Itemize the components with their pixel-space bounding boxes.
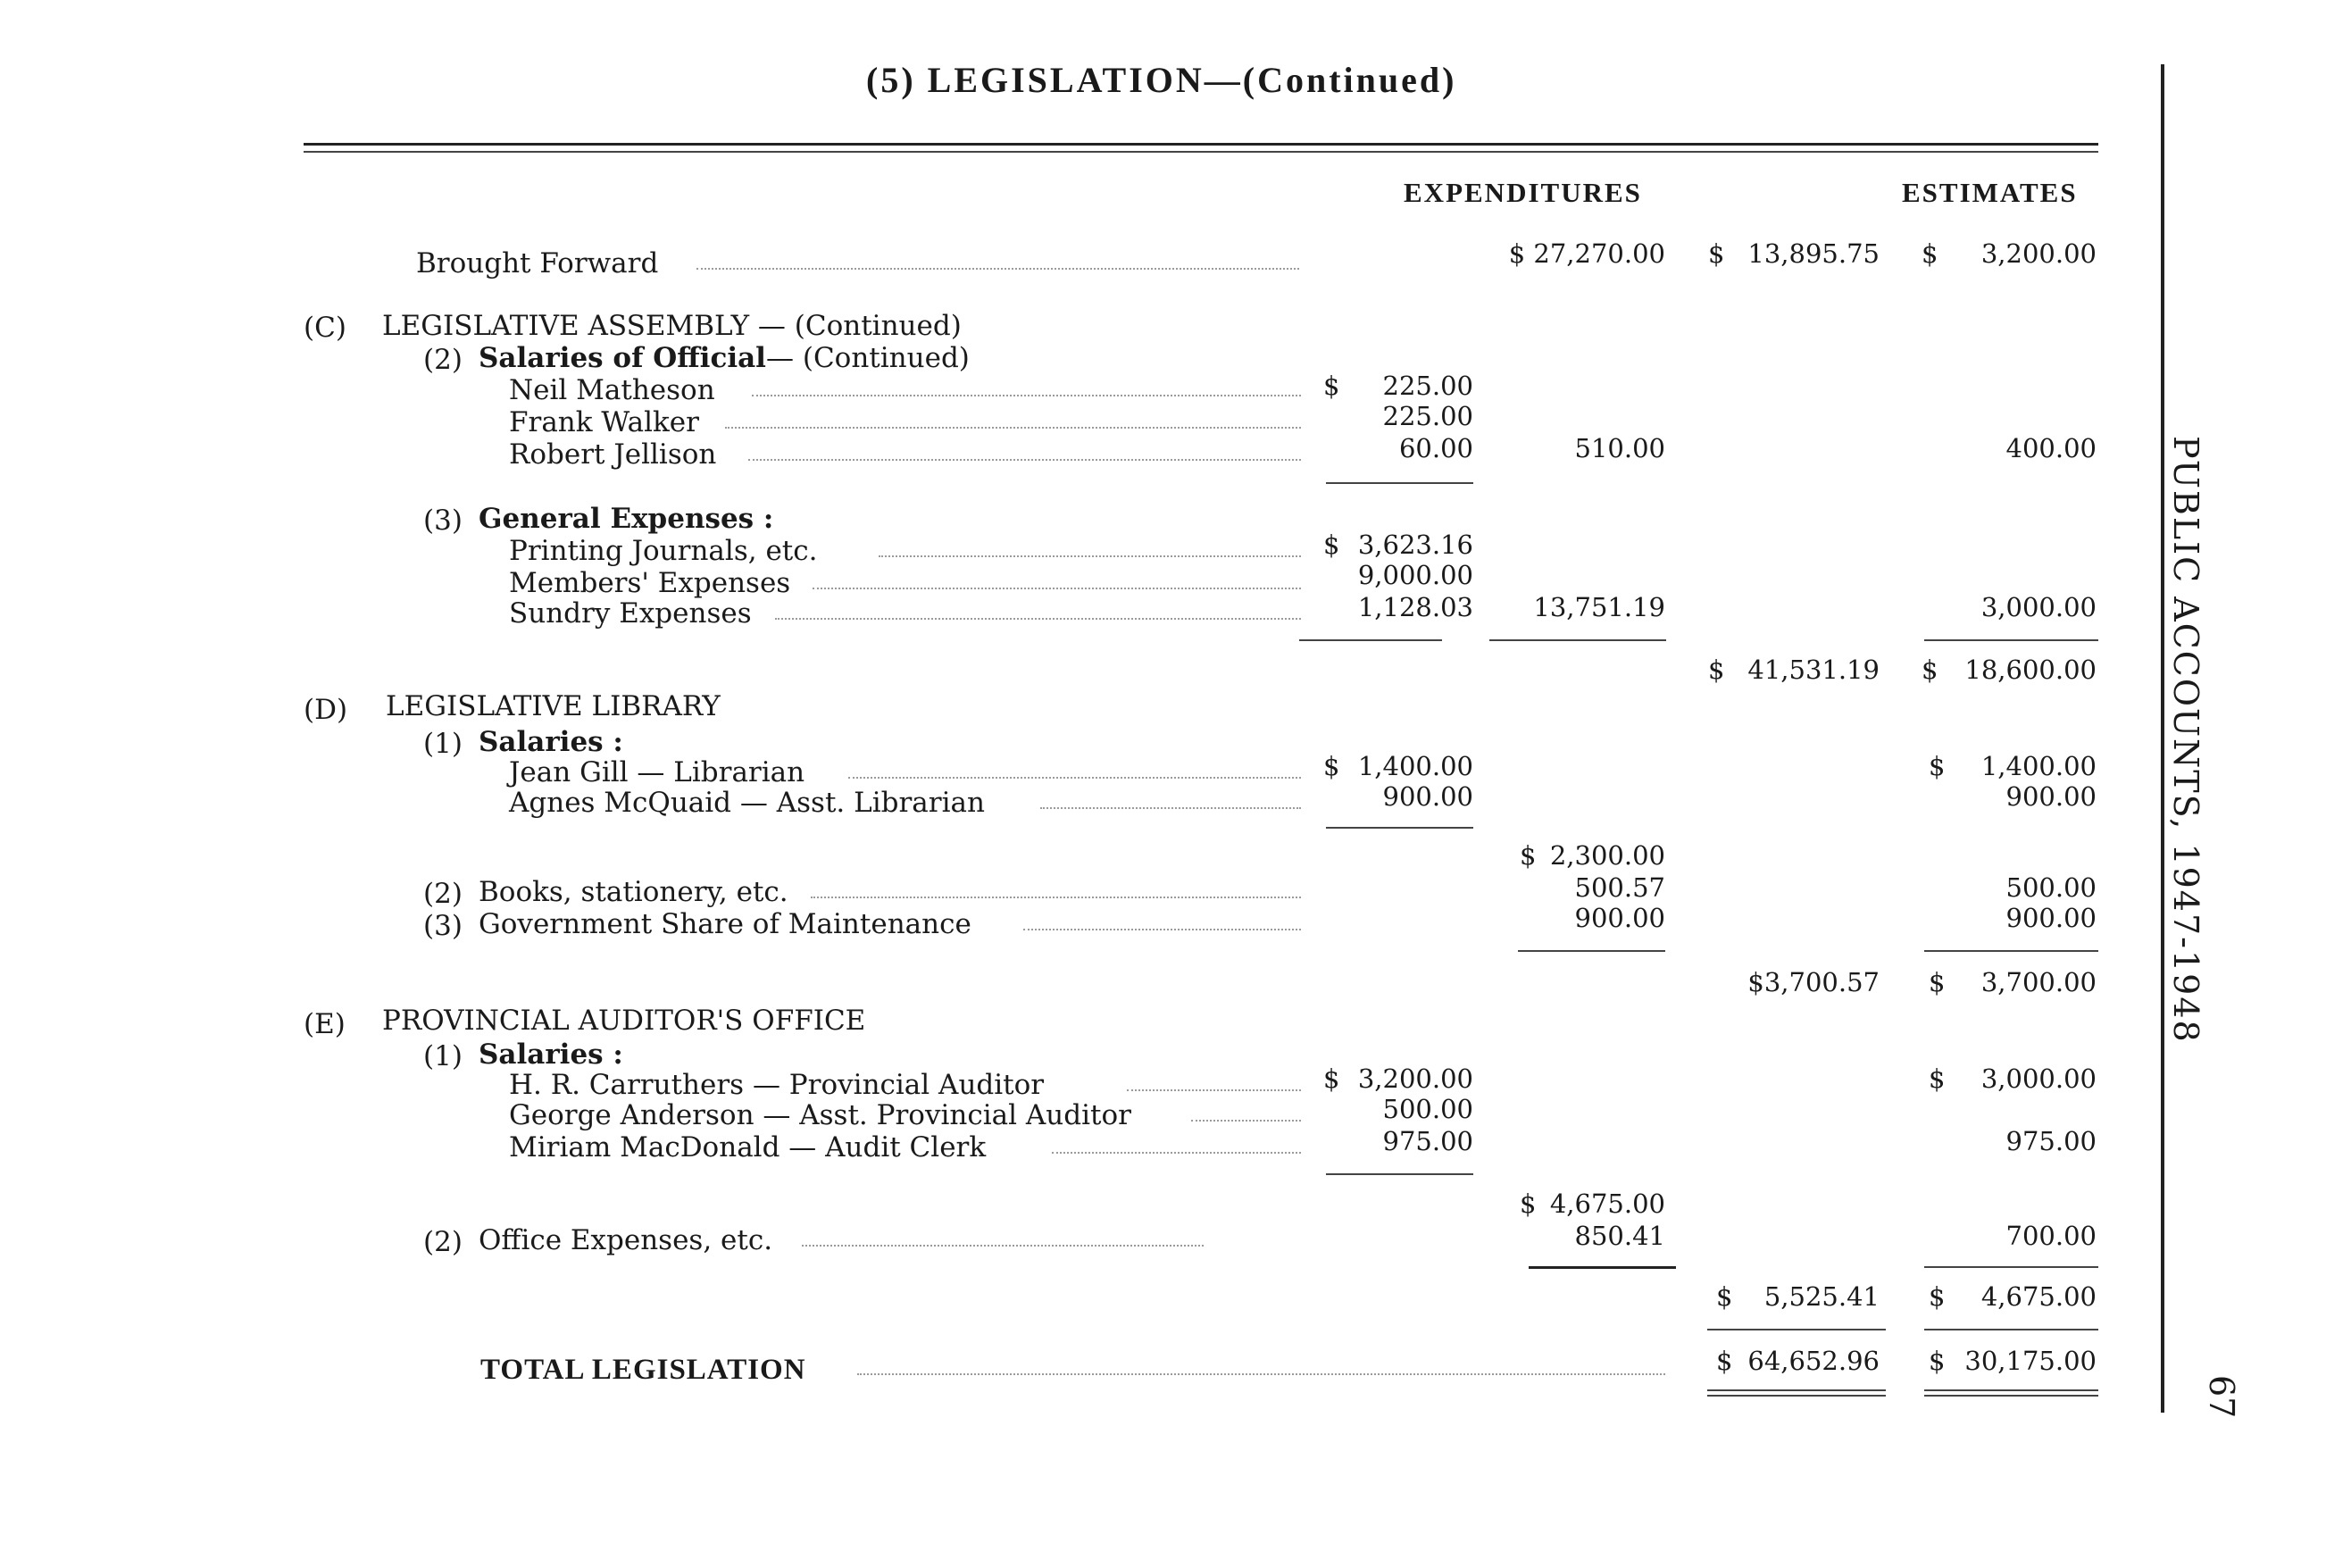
- dollar-sign: $: [1929, 751, 1946, 781]
- running-head-text: PUBLIC ACCOUNTS, 1947-1948: [2166, 436, 2205, 1044]
- double-rule: [1924, 1395, 2098, 1397]
- header-rule-top: [304, 143, 2098, 146]
- leader-dots: [802, 1245, 1204, 1247]
- brought-forward-label: Brought Forward: [416, 247, 659, 279]
- leader-dots: [879, 555, 1301, 557]
- estimate-amount: 975.00: [2005, 1126, 2097, 1156]
- line-item-amount: 3,623.16: [1357, 530, 1473, 560]
- subtotal-amount: 900.00: [1574, 903, 1665, 933]
- leader-dots: [857, 1373, 1665, 1375]
- dollar-sign: $: [1323, 1063, 1340, 1094]
- section-d-total: $3,700.57: [1747, 967, 1880, 997]
- leader-dots: [775, 618, 1301, 620]
- dollar-sign: $: [1716, 1281, 1733, 1312]
- line-item-name: Members' Expenses: [509, 567, 791, 599]
- grand-total-estimate: 30,175.00: [1964, 1346, 2097, 1376]
- leader-dots: [1023, 929, 1301, 930]
- dollar-sign: $: [1929, 1281, 1946, 1312]
- header-rule-bottom: [304, 151, 2098, 153]
- subtotal-amount: 510.00: [1574, 433, 1665, 463]
- section-e-sub2-title: Office Expenses, etc.: [479, 1224, 773, 1256]
- section-e-sub1-title: Salaries :: [479, 1038, 623, 1071]
- brought-forward-estimate: 3,200.00: [1980, 238, 2097, 269]
- subtotal-rule: [1326, 827, 1473, 829]
- leader-dots: [696, 268, 1299, 270]
- line-item-name: Jean Gill — Librarian: [509, 756, 805, 788]
- line-item-name: Neil Matheson: [509, 374, 715, 406]
- line-item-amount: 975.00: [1382, 1126, 1473, 1156]
- line-item-name: H. R. Carruthers — Provincial Auditor: [509, 1069, 1045, 1101]
- leader-dots: [811, 897, 1301, 898]
- estimate-amount: 3,000.00: [1980, 592, 2097, 622]
- leader-dots: [752, 395, 1301, 396]
- double-rule: [1707, 1395, 1886, 1397]
- brought-forward-total: 13,895.75: [1747, 238, 1880, 269]
- section-e-title: PROVINCIAL AUDITOR'S OFFICE: [382, 1005, 866, 1037]
- double-rule: [1707, 1389, 1886, 1391]
- line-item-amount: 225.00: [1382, 401, 1473, 431]
- section-d-letter: (D): [304, 694, 348, 726]
- line-item-amount: 1,128.03: [1357, 592, 1473, 622]
- subtotal-amount: 500.57: [1574, 872, 1665, 903]
- subtotal-amount: 13,751.19: [1533, 592, 1665, 622]
- subtotal-rule: [1489, 639, 1666, 641]
- dollar-sign: $: [1922, 655, 1938, 685]
- section-c-sub2-num: (2): [423, 344, 463, 376]
- page-title: (5) LEGISLATION—(Continued): [866, 60, 1457, 100]
- section-d-sub1-num: (1): [423, 728, 463, 760]
- leader-dots: [1127, 1089, 1301, 1091]
- estimate-rule: [1924, 1329, 2098, 1330]
- line-item-name: Printing Journals, etc.: [509, 535, 818, 567]
- estimate-rule: [1924, 639, 2098, 641]
- section-d-title: LEGISLATIVE LIBRARY: [386, 690, 721, 722]
- line-item-amount: 3,200.00: [1357, 1063, 1473, 1094]
- dollar-sign: $: [1929, 1346, 1946, 1376]
- subtotal-rule: [1518, 950, 1665, 952]
- page-margin-rule: [2161, 64, 2164, 1413]
- section-e-estimate-total: 4,675.00: [1980, 1281, 2097, 1312]
- grand-total-amount: 64,652.96: [1747, 1346, 1880, 1376]
- section-c-sub3-title: General Expenses :: [479, 503, 774, 535]
- section-c-title: LEGISLATIVE ASSEMBLY — (Continued): [382, 310, 962, 342]
- estimates-header: ESTIMATES: [1902, 177, 2078, 208]
- section-d-sub3-num: (3): [423, 910, 463, 942]
- dollar-sign: $: [1716, 1346, 1733, 1376]
- line-item-amount: 500.00: [1382, 1094, 1473, 1124]
- subtotal-rule: [1529, 1266, 1676, 1269]
- estimate-rule: [1924, 1266, 2098, 1268]
- section-c-sub2-title: Salaries of Official: [479, 342, 766, 374]
- section-e-sub2-num: (2): [423, 1226, 463, 1258]
- subtotal-rule: [1326, 482, 1473, 484]
- section-e-total: 5,525.41: [1763, 1281, 1880, 1312]
- section-c-sub3-num: (3): [423, 505, 463, 537]
- line-item-name: Agnes McQuaid — Asst. Librarian: [509, 787, 985, 819]
- dollar-sign: $: [1520, 840, 1537, 871]
- estimate-rule: [1924, 950, 2098, 952]
- leader-dots: [813, 588, 1301, 589]
- dollar-sign: $: [1708, 238, 1725, 269]
- section-d-sub2-title: Books, stationery, etc.: [479, 876, 788, 908]
- dollar-sign: $: [1323, 371, 1340, 401]
- estimate-amount: 3,000.00: [1980, 1063, 2097, 1094]
- leader-dots: [748, 459, 1301, 461]
- section-c-estimate-total: 18,600.00: [1964, 655, 2097, 685]
- section-d-sub2-num: (2): [423, 878, 463, 910]
- leader-dots: [848, 777, 1301, 779]
- estimate-amount: 1,400.00: [1980, 751, 2097, 781]
- line-item-amount: 60.00: [1398, 433, 1473, 463]
- expenditures-header: EXPENDITURES: [1404, 177, 1642, 208]
- dollar-sign: $: [1323, 751, 1340, 781]
- estimate-amount: 500.00: [2005, 872, 2097, 903]
- dollar-sign: $: [1929, 1063, 1946, 1094]
- line-item-amount: 1,400.00: [1357, 751, 1473, 781]
- section-c-total: 41,531.19: [1747, 655, 1880, 685]
- leader-dots: [1052, 1152, 1301, 1154]
- dollar-sign: $: [1708, 655, 1725, 685]
- section-c-sub2-suffix: — (Continued): [766, 342, 970, 374]
- page-number-text: 67: [2202, 1375, 2241, 1419]
- leader-dots: [725, 427, 1301, 429]
- line-item-name: Frank Walker: [509, 406, 699, 438]
- dollar-sign: $: [1323, 530, 1340, 560]
- leader-dots: [1040, 807, 1301, 809]
- line-item-name: Robert Jellison: [509, 438, 717, 471]
- double-rule: [1924, 1389, 2098, 1391]
- section-d-sub1-title: Salaries :: [479, 726, 623, 758]
- dollar-sign: $: [1520, 1189, 1537, 1219]
- estimate-amount: 900.00: [2005, 903, 2097, 933]
- section-e-letter: (E): [304, 1008, 346, 1040]
- dollar-sign: $: [1929, 967, 1946, 997]
- estimate-amount: 400.00: [2005, 433, 2097, 463]
- section-d-estimate-total: 3,700.00: [1980, 967, 2097, 997]
- subtotal-amount: 4,675.00: [1549, 1189, 1665, 1219]
- subtotal-amount: 2,300.00: [1549, 840, 1665, 871]
- leader-dots: [1191, 1120, 1301, 1122]
- line-item-name: Sundry Expenses: [509, 597, 752, 630]
- section-c-letter: (C): [304, 312, 346, 344]
- subtotal-rule: [1299, 639, 1442, 641]
- subtotal-rule: [1326, 1173, 1473, 1175]
- section-d-sub3-title: Government Share of Maintenance: [479, 908, 971, 940]
- section-e-sub1-num: (1): [423, 1040, 463, 1072]
- line-item-name: Miriam MacDonald — Audit Clerk: [509, 1131, 987, 1163]
- dollar-sign: $: [1922, 238, 1938, 269]
- grand-total-label: TOTAL LEGISLATION: [480, 1354, 806, 1386]
- total-rule: [1707, 1329, 1886, 1330]
- line-item-amount: 9,000.00: [1357, 560, 1473, 590]
- estimate-amount: 900.00: [2005, 781, 2097, 812]
- estimate-amount: 700.00: [2005, 1221, 2097, 1251]
- line-item-amount: 900.00: [1382, 781, 1473, 812]
- line-item-name: George Anderson — Asst. Provincial Auditor: [509, 1099, 1131, 1131]
- subtotal-amount: 850.41: [1574, 1221, 1665, 1251]
- line-item-amount: 225.00: [1382, 371, 1473, 401]
- brought-forward-expenditure: $ 27,270.00: [1508, 238, 1665, 269]
